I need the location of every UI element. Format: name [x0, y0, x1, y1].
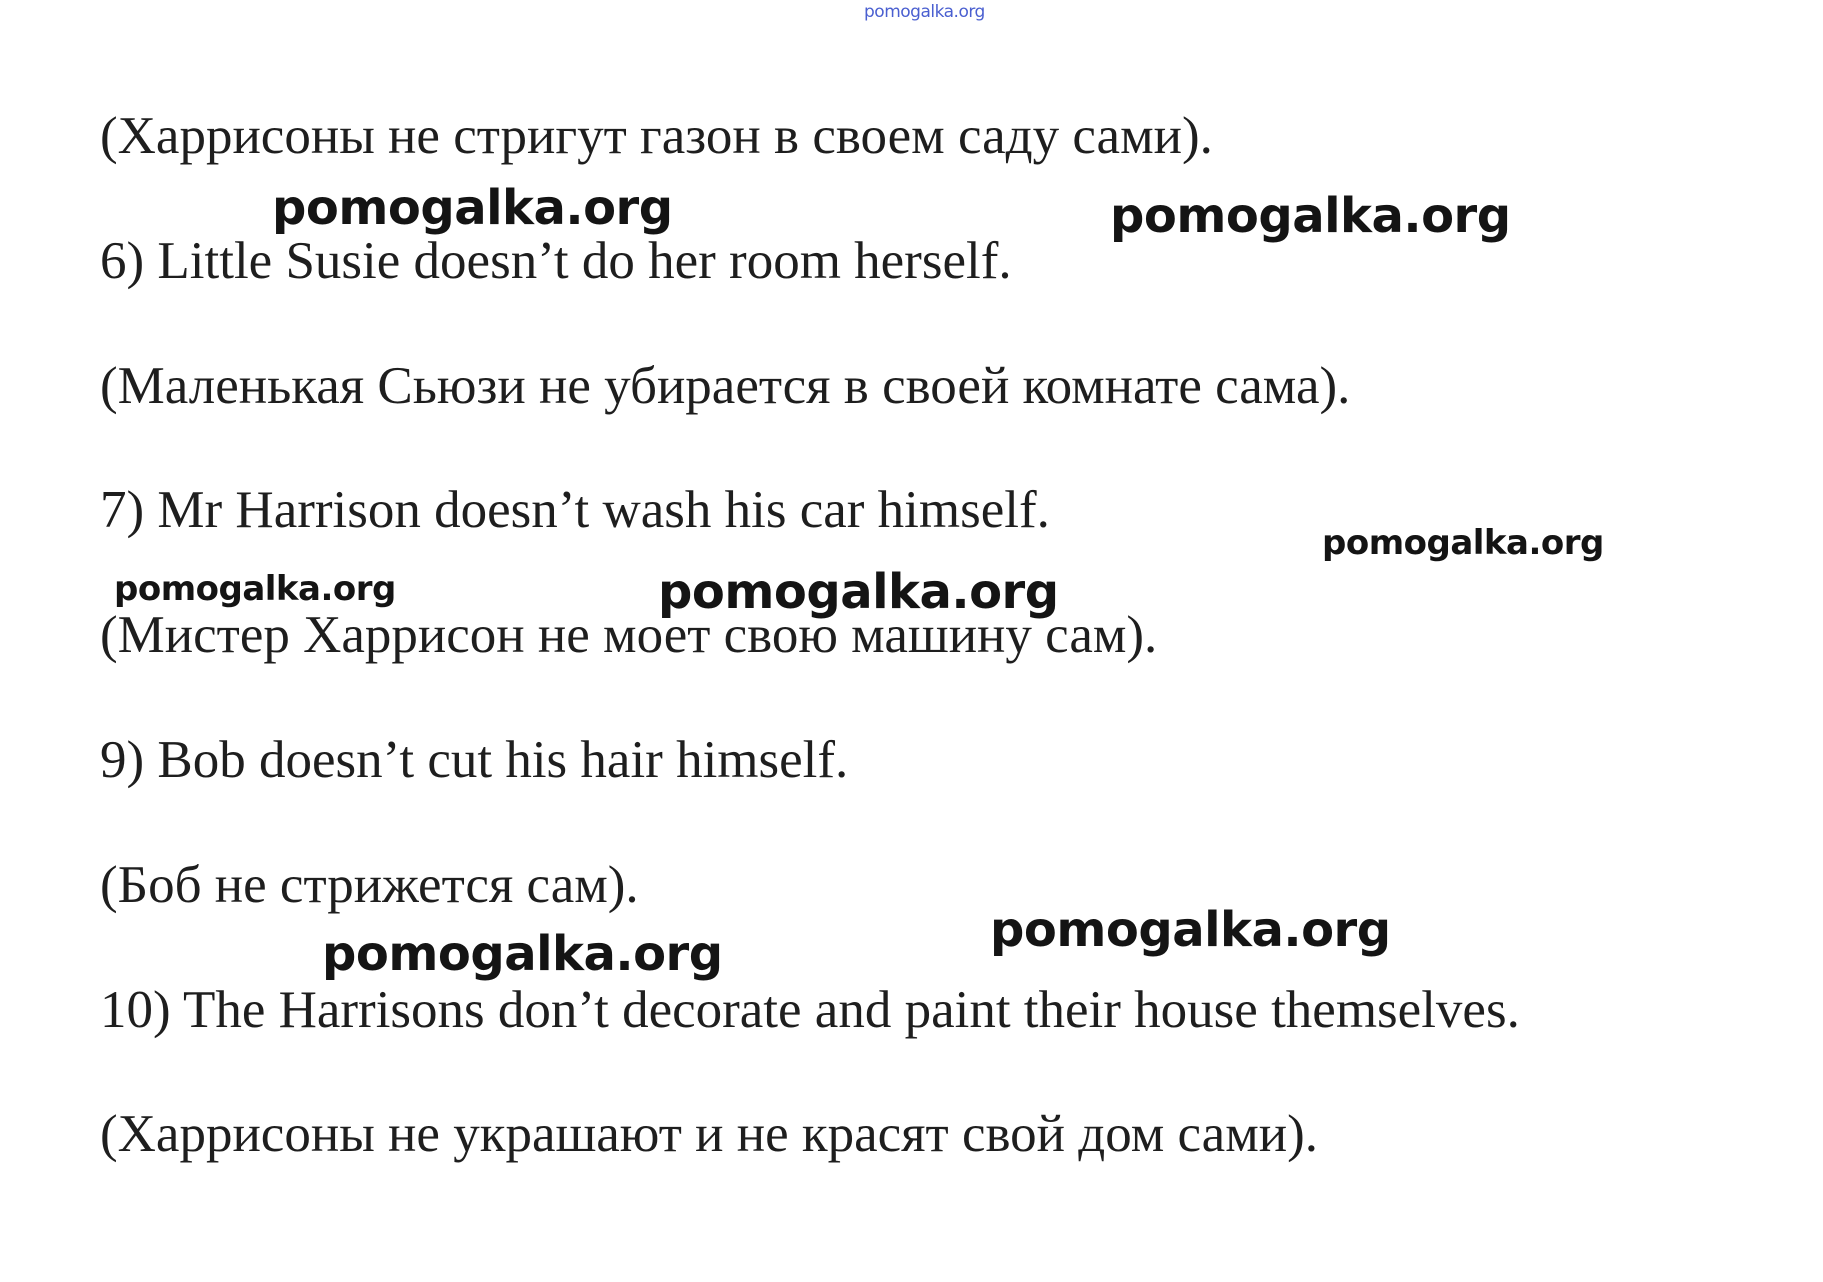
watermark: pomogalka.org — [658, 564, 1059, 620]
watermark: pomogalka.org — [322, 926, 723, 982]
line-sentence-6: 6) Little Susie doesn’t do her room herself. — [100, 232, 1012, 290]
watermark: pomogalka.org — [114, 569, 396, 609]
watermark: pomogalka.org — [990, 902, 1391, 958]
line-translation-9: (Боб не стрижется сам). — [100, 856, 639, 914]
watermark: pomogalka.org — [1110, 188, 1511, 244]
site-link[interactable]: pomogalka.org — [864, 2, 985, 22]
line-sentence-9: 9) Bob doesn’t cut his hair himself. — [100, 731, 849, 789]
line-translation-5: (Харрисоны не стригут газон в своем саду сами). — [100, 107, 1213, 165]
watermark: pomogalka.org — [1322, 523, 1604, 563]
line-translation-7: (Мистер Харрисон не моет свою машину сам). — [100, 606, 1158, 664]
watermark: pomogalka.org — [272, 180, 673, 236]
line-sentence-10: 10) The Harrisons don’t decorate and paint their house themselves. — [100, 981, 1520, 1039]
line-translation-10: (Харрисоны не украшают и не красят свой дом сами). — [100, 1105, 1318, 1163]
line-translation-6: (Маленькая Сьюзи не убирается в своей комнате сама). — [100, 357, 1351, 415]
line-sentence-7: 7) Mr Harrison doesn’t wash his car himself. — [100, 481, 1050, 539]
